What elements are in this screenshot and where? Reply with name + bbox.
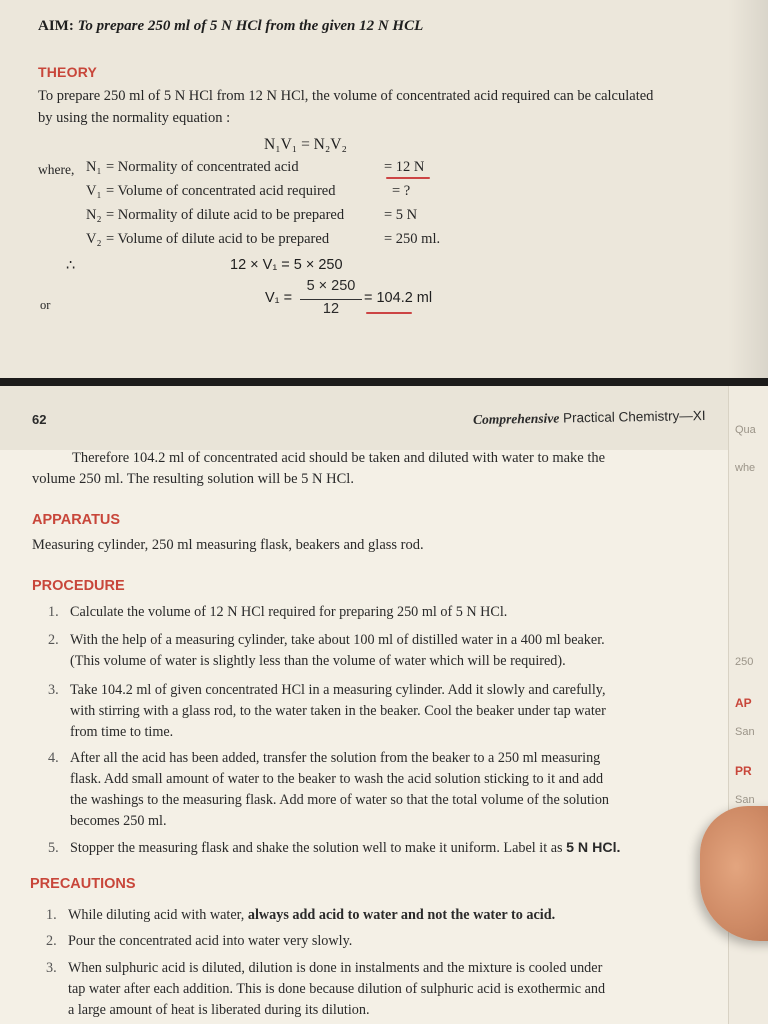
- item-line: becomes 250 ml.: [70, 813, 167, 829]
- item-line: a large amount of heat is liberated during its dilution.: [68, 1002, 370, 1018]
- intro-line-2: volume 250 ml. The resulting solution will be 5 N HCl.: [32, 471, 354, 487]
- def-desc-1: = Normality of concentrated acid: [106, 159, 299, 175]
- warning-emphasis: always add acid to water and not the water to acid.: [247, 907, 556, 923]
- therefore-symbol: ∴: [66, 258, 76, 274]
- fraction-bar: [300, 299, 362, 300]
- item-line: After all the acid has been added, transfer the solution from the beaker to a 250 ml measuring: [70, 750, 601, 766]
- strip-text-1: Qua: [735, 424, 756, 436]
- or-label: or: [40, 298, 51, 312]
- item-line: [70, 838, 620, 859]
- calc-line: 12 × V₁ = 5 × 250: [230, 257, 343, 273]
- def-val-2: = ?: [392, 183, 411, 199]
- bottom-page: [0, 386, 768, 1024]
- def-desc-2: = Volume of concentrated acid required: [106, 183, 336, 199]
- apparatus-text: Measuring cylinder, 250 ml measuring flask, beakers and glass rod.: [32, 537, 424, 553]
- red-underline-12n: [386, 177, 430, 179]
- strip-text-5: San: [735, 726, 755, 738]
- def-val-4: = 250 ml.: [384, 231, 441, 247]
- thumb-finger: [700, 806, 768, 941]
- item-line: flask. Add small amount of water to the beaker to wash the acid solution sticking to it and add: [70, 771, 604, 787]
- where-label: where,: [38, 162, 75, 177]
- procedure-heading: PROCEDURE: [32, 578, 125, 594]
- result-fraction: [300, 278, 362, 317]
- strip-text-4: AP: [735, 696, 752, 710]
- apparatus-heading: APPARATUS: [32, 512, 121, 528]
- theory-heading: THEORY: [38, 64, 98, 80]
- item-line: Pour the concentrated acid into water very slowly.: [68, 933, 353, 949]
- item-line: the washings to the measuring flask. Add more of water so that the total volume of the solution: [70, 792, 610, 808]
- running-head-cursive: Comprehensive: [473, 410, 560, 428]
- item-number: 1.: [48, 604, 59, 620]
- item-line: When sulphuric acid is diluted, dilution is done in instalments and the mixture is cooled under: [68, 960, 603, 976]
- item-line: With the help of a measuring cylinder, take about 100 ml of distilled water in a 400 ml beaker.: [70, 632, 605, 648]
- item-number: 2.: [46, 933, 57, 949]
- aim-label: AIM:: [38, 18, 74, 34]
- def-sym-3: N₂: [86, 207, 102, 223]
- label-emphasis: 5 N HCl.: [566, 840, 621, 856]
- aim-statement: [38, 18, 423, 35]
- item-number: 4.: [48, 750, 59, 766]
- red-underline-result: [366, 312, 412, 314]
- intro-line-1: Therefore 104.2 ml of concentrated acid should be taken and diluted with water to make the: [72, 450, 606, 466]
- item-number: 2.: [48, 632, 59, 648]
- strip-text-6: PR: [735, 764, 752, 778]
- result-lhs: V₁ =: [265, 290, 293, 306]
- item-number: 1.: [46, 907, 57, 923]
- def-desc-4: = Volume of dilute acid to be prepared: [106, 231, 330, 247]
- def-val-1: = 12 N: [384, 159, 425, 175]
- normality-equation: N₁V₁ = N₂V₂: [264, 136, 347, 153]
- result-rhs: = 104.2 ml: [364, 290, 433, 306]
- theory-line-2: by using the normality equation :: [38, 110, 231, 126]
- strip-text-3: 250: [735, 656, 754, 668]
- item-line: [68, 905, 555, 926]
- page-shadow: [728, 0, 768, 378]
- item-line: tap water after each addition. This is done because dilution of sulphuric acid is exothermic and: [68, 981, 606, 997]
- def-sym-2: V₁: [86, 183, 102, 199]
- item-number: 5.: [48, 840, 59, 856]
- item-number: 3.: [48, 682, 59, 698]
- item-line: Take 104.2 ml of given concentrated HCl in a measuring cylinder. Add it slowly and carefully,: [70, 682, 606, 698]
- def-sym-4: V₂: [86, 231, 102, 247]
- item-line: with stirring with a glass rod, to the water taken in the beaker. Cool the beaker under tap water: [70, 703, 606, 719]
- item-text: Stopper the measuring flask and shake the solution well to make it uniform. Label it as: [70, 840, 567, 856]
- def-desc-3: = Normality of dilute acid to be prepared: [106, 207, 345, 223]
- item-line: (This volume of water is slightly less than the volume of water which will be required).: [70, 653, 566, 669]
- page-number: 62: [32, 412, 47, 427]
- fraction-denominator: 12: [322, 301, 340, 317]
- strip-text-2: whe: [735, 462, 756, 474]
- def-val-3: = 5 N: [384, 207, 418, 223]
- aim-text: To prepare 250 ml of 5 N HCl from the given 12 N HCL: [77, 18, 424, 34]
- precautions-heading: PRECAUTIONS: [30, 876, 136, 892]
- fraction-numerator: 5 × 250: [306, 278, 356, 294]
- def-sym-1: N₁: [86, 159, 102, 175]
- item-number: 3.: [46, 960, 57, 976]
- item-text: While diluting acid with water,: [68, 907, 248, 923]
- theory-line-1: To prepare 250 ml of 5 N HCl from 12 N HCl, the volume of concentrated acid required can be calculated: [38, 88, 654, 104]
- top-page: [0, 0, 768, 378]
- item-line: from time to time.: [70, 724, 174, 740]
- running-head-rest: Practical Chemistry—XI: [563, 407, 707, 426]
- item-line: Calculate the volume of 12 N HCl required for preparing 250 ml of 5 N HCl.: [70, 604, 508, 620]
- page-gap: [0, 378, 768, 386]
- strip-text-7: San: [735, 794, 755, 806]
